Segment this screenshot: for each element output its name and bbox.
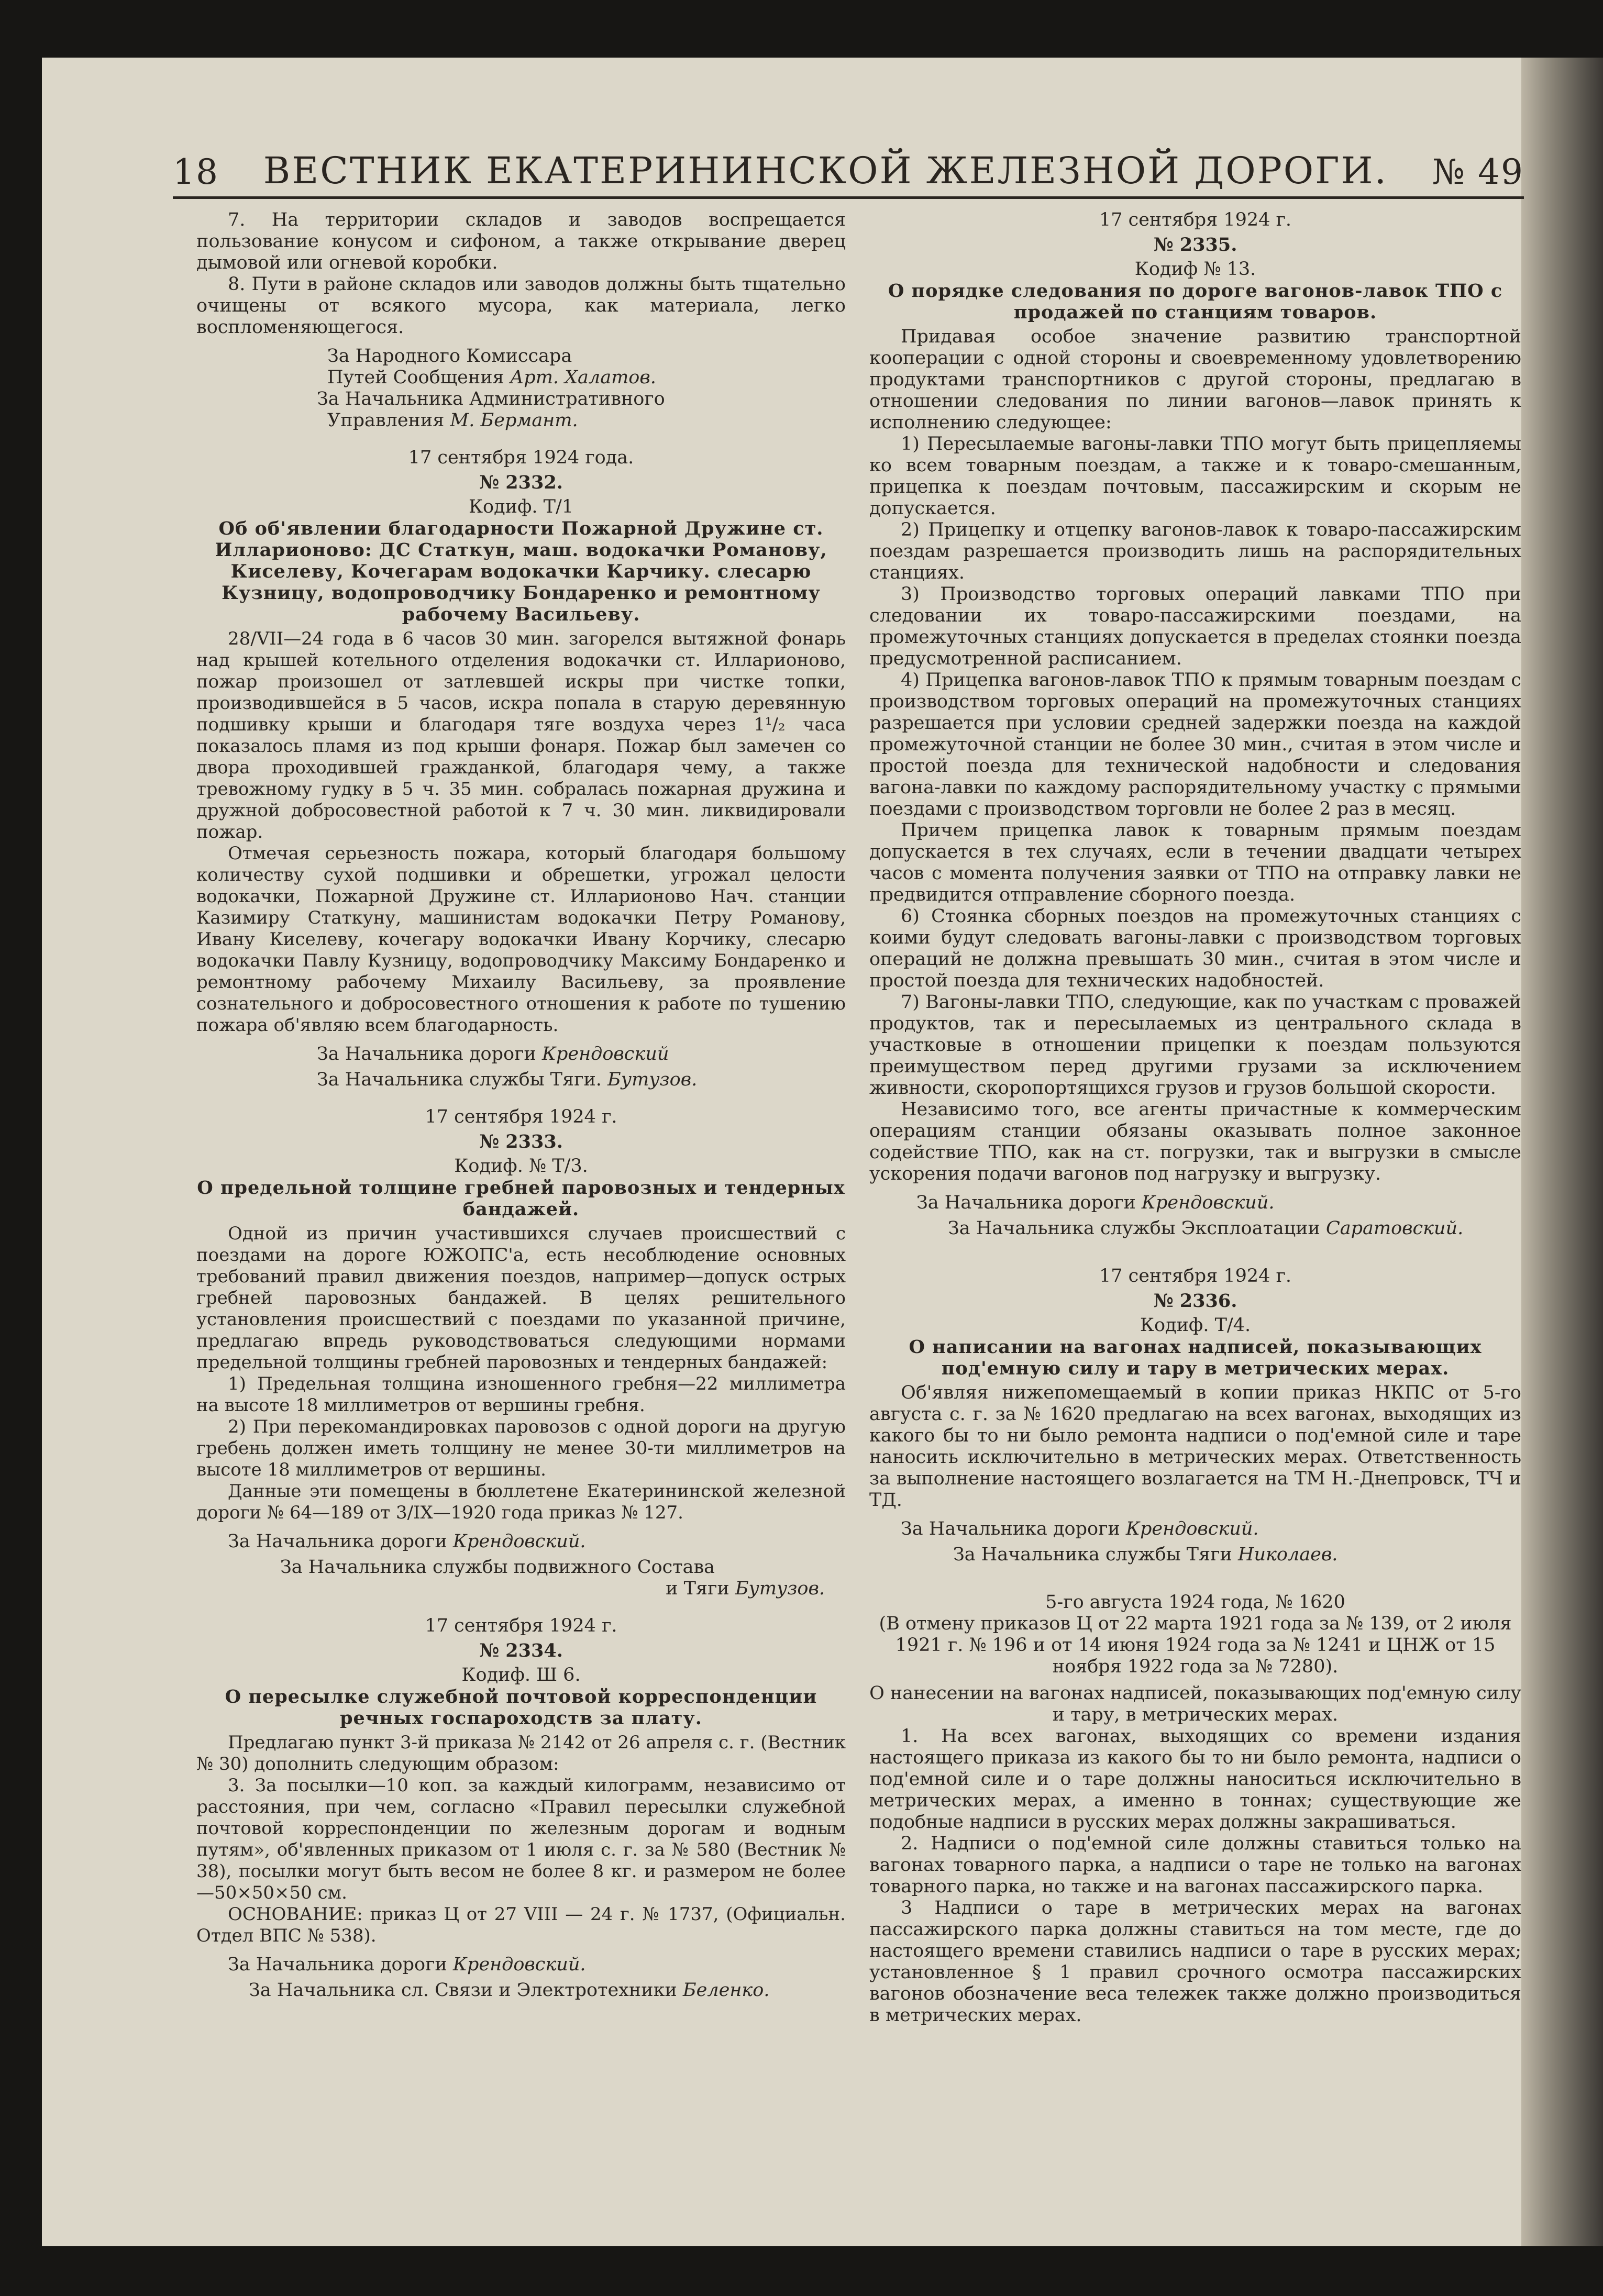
signature-name: Бутузов.	[735, 1578, 825, 1599]
signature-name: Саратовский.	[1325, 1218, 1464, 1239]
order-number: № 2333.	[479, 1131, 563, 1152]
left-column	[196, 209, 846, 2001]
signature-line: За Начальника дороги	[228, 1531, 447, 1552]
issue-number: № 49	[1432, 152, 1524, 192]
signature-block	[196, 1044, 846, 1091]
paragraph: 7) Вагоны-лавки ТПО, следующие, как по участкам с проважей продуктов, так и пересылаемых из центрального склада в участковые в отношении прицепки к поездам пользуются преимуществом перед другими грузами за исключением живности, скоропортящихся грузов и грузов большой скорости.	[869, 992, 1521, 1099]
signature-line: За Начальника службы Эксплоатации	[948, 1218, 1320, 1239]
signature-name: Крендовский.	[1125, 1518, 1259, 1539]
signature-line: За Начальника дороги	[916, 1192, 1136, 1213]
order-subject: О нанесении на вагонах надписей, показывающих под'емную силу и тару, в метрических мерах.	[869, 1683, 1521, 1725]
signature-line: Путей Сообщения	[327, 367, 504, 388]
signature-line: За Начальника службы Тяги	[953, 1544, 1232, 1565]
order-code: Кодиф № 13.	[1134, 259, 1256, 280]
paragraph: Причем прицепка лавок к товарным прямым поездам допускается в тех случаях, если в течении двадцати четырех часов с момента получения заявки от ТПО на отправку лавки не предвидится отправление сборного поезда.	[869, 820, 1521, 905]
signature-name: Крендовский.	[1141, 1192, 1275, 1213]
signature-block	[196, 1954, 846, 2001]
signature-block	[196, 346, 846, 431]
repeal-note: (В отмену приказов Ц от 22 марта 1921 года за № 139, от 2 июля 1921 г. № 196 и от 14 июня 1924 года за № 1241 и ЦНЖ от 15 ноября 1922 года за № 7280).	[879, 1613, 1512, 1677]
order-date: 17 сентября 1924 г.	[1099, 209, 1292, 230]
paragraph: Об'являя нижепомещаемый в копии приказ НКПС от 5-го августа с. г. за № 1620 предлагаю на всех вагонах, выходящих из какого бы то ни было ремонта надписи о под'емной силе и таре наносить исключительно в метрических мерах. Ответственность за выполнение настоящего возлагается на ТМ Н.-Днепровск, ТЧ и ТД.	[869, 1382, 1521, 1511]
order-code: Кодиф. Ш 6.	[461, 1665, 581, 1685]
order-number: № 2336.	[1153, 1290, 1237, 1312]
paragraph: 3. За посылки—10 коп. за каждый килограмм, независимо от расстояния, при чем, согласно «Правил пересылки служебной почтовой корреспонденции по железным дорогам и водным путям», об'явленных приказом от 1 июля с. г. за № 580 (Вестник № 38), посылки могут быть весом не более 8 кг. и размером не более—50×50×50 см.	[196, 1775, 846, 1903]
order-date: 17 сентября 1924 г.	[425, 1615, 617, 1636]
signature-name: Бутузов.	[607, 1069, 698, 1090]
paragraph: 1. На всех вагонах, выходящих со времени издания настоящего приказа из какого бы то ни было ремонта, надписи о под'емной силе и о таре должны наноситься исключительно в метрических мерах, а именно в тоннах; существующие же подобные надписи в русских мерах должны закрашиваться.	[869, 1726, 1521, 1833]
book-gutter	[1521, 58, 1603, 2246]
order-number: № 2332.	[479, 472, 563, 493]
order-number: № 2335.	[1153, 234, 1237, 256]
signature-name: Крендовский.	[452, 1531, 586, 1552]
signature-line: За Начальника дороги	[901, 1518, 1120, 1539]
signature-line: и Тяги	[666, 1578, 729, 1599]
signature-line: За Начальника службы подвижного Состава	[280, 1557, 715, 1578]
signature-name: Крендовский.	[452, 1954, 586, 1975]
page-header	[173, 141, 1524, 199]
order-title: О написании на вагонах надписей, показывающих под'емную силу и тару в метрических мерах.	[909, 1336, 1482, 1379]
signature-line: За Начальника Административного	[317, 389, 665, 409]
order-title: О пересылке служебной почтовой корреспонденции речных госпароходств за плату.	[225, 1686, 817, 1729]
signature-line: За Начальника службы Тяги.	[317, 1069, 602, 1090]
paragraph: 8. Пути в районе складов или заводов должны быть тщательно очищены от всякого мусора, как материала, легко воспломеняющегося.	[196, 274, 846, 338]
signature-line: За Народного Комиссара	[327, 346, 572, 367]
signature-block	[869, 1192, 1521, 1239]
order-title: Об об'явлении благодарности Пожарной Дружине ст. Илларионово: ДС Статкун, маш. водокачки Романову, Киселеву, Кочегарам водокачки Карчику. слесарю Кузницу, водопроводчику Бондаренко и ремонтному рабочему Васильеву.	[215, 518, 827, 625]
paragraph: 6) Стоянка сборных поездов на промежуточных станциях с коими будут следовать вагоны-лавки с производством торговых операций не должна превышать 30 мин., считая в этом числе и простой поезда для технических надобностей.	[869, 906, 1521, 991]
signature-name: Арт. Халатов.	[510, 367, 656, 388]
page-number: 18	[173, 152, 219, 192]
signature-block	[196, 1531, 846, 1600]
order-number: № 2334.	[479, 1640, 563, 1661]
order-date: 17 сентября 1924 года.	[408, 447, 634, 468]
order-code: Кодиф. Т/4.	[1140, 1315, 1251, 1336]
journal-title: ВЕСТНИК ЕКАТЕРИНИНСКОЙ ЖЕЛЕЗНОЙ ДОРОГИ.	[263, 149, 1388, 192]
paragraph: 3) Производство торговых операций лавками ТПО при следовании их товаро-пассажирскими поездами, на промежуточных станциях допускается в пределах стоянки поезда предусмотренной расписанием.	[869, 584, 1521, 669]
order-date: 17 сентября 1924 г.	[1099, 1266, 1292, 1286]
signature-name: Крендовский	[541, 1044, 669, 1064]
paragraph: 2) Прицепку и отцепку вагонов-лавок к товаро-пассажирским поездам разрешается производить лишь на распорядительных станциях.	[869, 519, 1521, 583]
order-date: 17 сентября 1924 г.	[425, 1106, 617, 1127]
paragraph: Одной из причин участившихся случаев происшествий с поездами на дороге ЮЖОПС'а, есть несоблюдение основных требований правил движения поездов, например—допуск острых гребней паровозных бандажей. В целях решительного установления происшествий с поездами по указанной причине, предлагаю впредь руководствоваться следующими нормами предельной толщины гребней паровозных и тендерных бандажей:	[196, 1223, 846, 1373]
paragraph: 1) Предельная толщина изношенного гребня—22 миллиметра на высоте 18 миллиметров от вершины гребня.	[196, 1373, 846, 1416]
paragraph: 7. На территории складов и заводов воспрещается пользование конусом и сифоном, а также открывание дверец дымовой или огневой коробки.	[196, 209, 846, 273]
paragraph: ОСНОВАНИЕ: приказ Ц от 27 VIII — 24 г. № 1737, (Официальн. Отдел ВПС № 538).	[196, 1904, 846, 1946]
paragraph: 4) Прицепка вагонов-лавок ТПО к прямым товарным поездам с производством торговых операций на промежуточных станциях разрешается при условии средней задержки поезда на каждой промежуточной станции не более 30 мин., считая в этом числе и простой поезда для технической надобности и следования вагона-лавки по каждому распорядительному участку с прямыми поездами с производством торговли не более 2 раз в месяц.	[869, 670, 1521, 819]
signature-line: За Начальника сл. Связи и Электротехники	[249, 1980, 677, 2001]
signature-line: За Начальника дороги	[317, 1044, 536, 1064]
paragraph: 2) При перекомандировках паровозов с одной дороги на другую гребень должен иметь толщину не менее 30-ти миллиметров на высоте 18 миллиметров от вершины.	[196, 1416, 846, 1480]
signature-name: Николаев.	[1237, 1544, 1338, 1565]
paragraph: Независимо того, все агенты причастные к коммерческим операциям станции обязаны оказывать полное законное содействие ТПО, как на ст. погрузки, так и выгрузки в смысле ускорения подачи вагонов под нагрузку и выгрузку.	[869, 1099, 1521, 1184]
signature-block	[869, 1518, 1521, 1566]
paragraph: Предлагаю пункт 3-й приказа № 2142 от 26 апреля с. г. (Вестник № 30) дополнить следующим образом:	[196, 1732, 846, 1774]
paragraph: 3 Надписи о таре в метрических мерах на вагонах пассажирского парка должны ставиться на том месте, где до настоящего времени ставились надписи о таре в русских мерах; установленное § 1 правил срочного осмотра пассажирских вагонов обозначение веса тележек также должно производиться в метрических мерах.	[869, 1898, 1521, 2026]
order-heading: 5-го августа 1924 года, № 1620	[1045, 1592, 1345, 1613]
paragraph: Данные эти помещены в бюллетене Екатерининской железной дороги № 64—189 от 3/IX—1920 года приказ № 127.	[196, 1481, 846, 1523]
paragraph: 2. Надписи о под'емной силе должны ставиться только на вагонах товарного парка, а надписи о таре не только на вагонах товарного парка, но также и на вагонах пассажирского парка.	[869, 1833, 1521, 1897]
paragraph: 28/VII—24 года в 6 часов 30 мин. загорелся вытяжной фонарь над крышей котельного отделения водокачки ст. Илларионово, пожар произошел от затлевшей искры при чистке топки, производившейся в 5 часов, искра попала в старую деревянную подшивку крыши и благодаря тяге воздуха через 1¹/₂ часа показалось пламя из под крыши фонаря. Пожар был замечен со двора проходившей гражданкой, благодаря чему, а также тревожному гудку в 5 ч. 35 мин. собралась пожарная дружина и дружной добросовестной работой к 7 ч. 30 мин. ликвидировали пожар.	[196, 628, 846, 842]
paragraph: 1) Пересылаемые вагоны-лавки ТПО могут быть прицепляемы ко всем товарным поездам, а также и к товаро-смешанным, прицепка к поездам почтовым, пассажирским и скорым не допускается.	[869, 434, 1521, 519]
order-title: О предельной толщине гребней паровозных и тендерных бандажей.	[197, 1177, 845, 1220]
right-column	[869, 209, 1521, 2026]
order-code: Кодиф. Т/1	[468, 496, 574, 517]
signature-name: Беленко.	[682, 1980, 770, 2001]
order-title: О порядке следования по дороге вагонов-лавок ТПО с продажей по станциям товаров.	[888, 280, 1503, 323]
signature-line: Управления	[327, 410, 445, 431]
paragraph: Отмечая серьезность пожара, который благодаря большому количеству сухой подшивки и обрешетки, угрожал целости водокачки, Пожарной Дружине ст. Илларионово Нач. станции Казимиру Статкуну, машинистам водокачки Петру Романову, Ивану Киселеву, кочегару водокачки Ивану Корчику, слесарю водокачки Павлу Кузницу, водопроводчику Максиму Бондаренко и ремонтному рабочему Михаилу Васильеву, за проявление сознательного и добросовестного отношения к работе по тушению пожара об'являю всем благодарность.	[196, 843, 846, 1036]
signature-name: М. Бермант.	[450, 410, 578, 431]
signature-line: За Начальника дороги	[228, 1954, 447, 1975]
order-code: Кодиф. № Т/3.	[454, 1156, 588, 1177]
paragraph: Придавая особое значение развитию транспортной кооперации с одной стороны и своевременному удовлетворению продуктами транспортников с другой стороны, предлагаю в отношении следования по линии вагонов—лавок принять к исполнению следующее:	[869, 326, 1521, 433]
